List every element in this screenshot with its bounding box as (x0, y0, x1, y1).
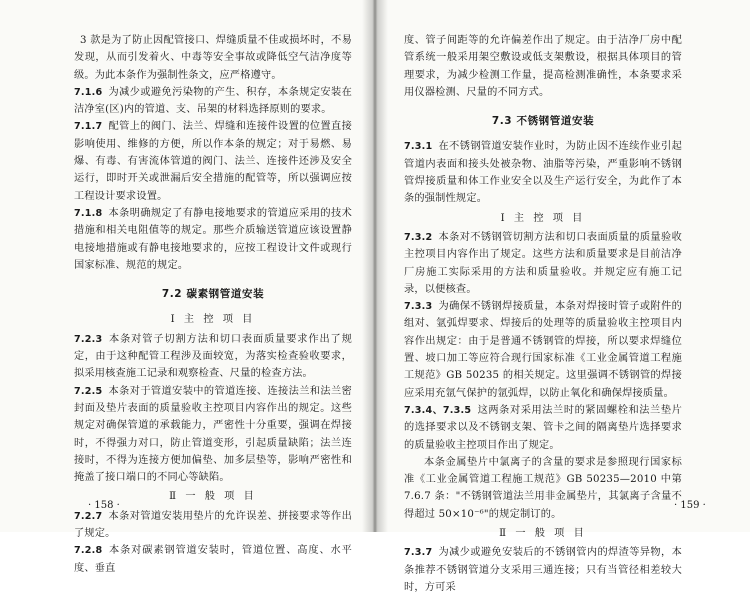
paragraph: 3 款是为了防止因配管接口、焊缝质量不佳或损坏时，不易发现，从而引发着火、中毒等安全事故或降低空气洁净度等级。为此本条作为强制性条文，应严格遵守。 (74, 35, 352, 81)
paragraph: 7.3.4、7.3.5 这两条对采用法兰时的紧固螺栓和法兰垫片的选择要求以及不锈钢支架、管卡之间的隔离垫片选择要求的质量验收主控项目作出了规定。 (404, 404, 682, 451)
section-heading: 7.3 不锈钢管道安装 (491, 115, 595, 128)
right-page-text (404, 32, 682, 596)
page-number: · 159 · (674, 500, 706, 511)
left-page (0, 0, 372, 574)
paragraph: 7.2.3 本条对管子切割方法和切口表面质量要求作出了规定，由于这种配管工程涉及面较宽，为落实检查验收要求，拟采用核查施工记录和观察检查、尺量的检查方法。 (74, 333, 352, 380)
subheading: Ⅱ 一 般 项 目 (499, 528, 587, 540)
subheading: Ⅰ 主 控 项 目 (500, 212, 586, 224)
book-gutter (362, 0, 388, 532)
paragraph: 7.1.6 为减少或避免污染物的产生、积存，本条规定安装在洁净室(区)内的管道、支、吊架的材料选择原则的要求。 (74, 86, 352, 116)
paragraph: 7.2.5 本条对于管道安装中的管道连接、连接法兰和法兰密封面及垫片表面的质量验收主控项目内容作出的规定。这些规定对确保管道的承载能力，严密性十分重要，强调在焊接时，不得强力对口，防止管道变形，引起质量缺陷；法兰连接时，不得为连接方便加偏垫、加多层垫等，影响严密性和掩盖了接口端口的不同心等缺陷。 (74, 385, 352, 484)
paragraph: 7.1.8 本条明确规定了有静电接地要求的管道应采用的技术措施和相关电阻值等的规定。那些介质输送管道应该设置静电接地措施或有静电接地要求的，应按工程设计文件或现行国家标准、规范的规定。 (74, 207, 352, 271)
left-page-text (74, 32, 352, 577)
right-page (378, 0, 750, 593)
subheading: Ⅱ 一 般 项 目 (169, 491, 257, 503)
paragraph: 7.3.1 在不锈钢管道安装作业时，为防止因不连续作业引起管道内表面和接头处被杂物、油脂等污染，严重影响不锈钢管焊接质量和体工作业安全以及生产运行安全，为此作了本条的强制性规定。 (404, 141, 682, 205)
paragraph: 7.2.8 本条对碳素钢管道安装时，管道位置、高度、水平度、垂直 (74, 545, 352, 574)
paragraph: 7.1.7 配管上的阀门、法兰、焊缝和连接件设置的位置直接影响使用、维修的方便，所以作本条的规定；对于易燃、易爆、有毒、有害流体管道的阀门、法兰、连接件还涉及安全运行，即时开关或泄漏后安全措施的配管等，所以强调应按工程设计要求设置。 (74, 121, 352, 202)
section-heading: 7.2 碳素钢管道安装 (161, 288, 265, 301)
subheading: Ⅰ 主 控 项 目 (170, 314, 256, 326)
page-number: · 158 · (88, 500, 120, 511)
paragraph: 度、管子间距等的允许偏差作出了规定。由于洁净厂房中配管系统一般采用架空敷设或低支架敷设，根据具体项目的管理要求，为减少检测工作量，提高检测准确性，本条要求采用仪器检测、尺量的不同方式。 (404, 35, 682, 98)
paragraph: 7.2.7 本条对管道安装用垫片的允许误差、拼接要求等作出了规定。 (74, 510, 352, 540)
paragraph: 7.3.3 为确保不锈钢焊接质量，本条对焊接时管子或附件的组对、氩弧焊要求、焊接后的处理等的质量验收主控项目内容作出规定：由于是普通不锈钢管的焊接，所以要求焊缝位置、坡口加工等应符合现行国家标准《工业金属管道工程施工规范》GB 50235 的相关规定。这里强调不锈钢管的焊接应采用充氩气保护的氩弧焊，以防止氧化和确保焊接质量。 (404, 301, 682, 399)
paragraph: 7.3.7 为减少或避免安装后的不锈钢管内的焊渣等异物，本条推荐不锈钢管道分支采用三通连接；只有当管径相差较大时，方可采 (404, 547, 682, 593)
paragraph: 7.3.2 本条对不锈钢管切割方法和切口表面质量的质量验收主控项目内容作出了规定。这些方法和质量要求是目前洁净厂房施工实际采用的方法和质量验收。并规定应有施工记录，以便核查。 (404, 231, 682, 295)
paragraph: 本条金属垫片中氯离子的含量的要求是参照现行国家标准《工业金属管道工程施工规范》GB 50235—2010 中第 7.6.7 条："不锈钢管道法兰用非金属垫片，其氯离子含量不得超过 50×10⁻⁶"的规定制订的。 (404, 456, 682, 520)
